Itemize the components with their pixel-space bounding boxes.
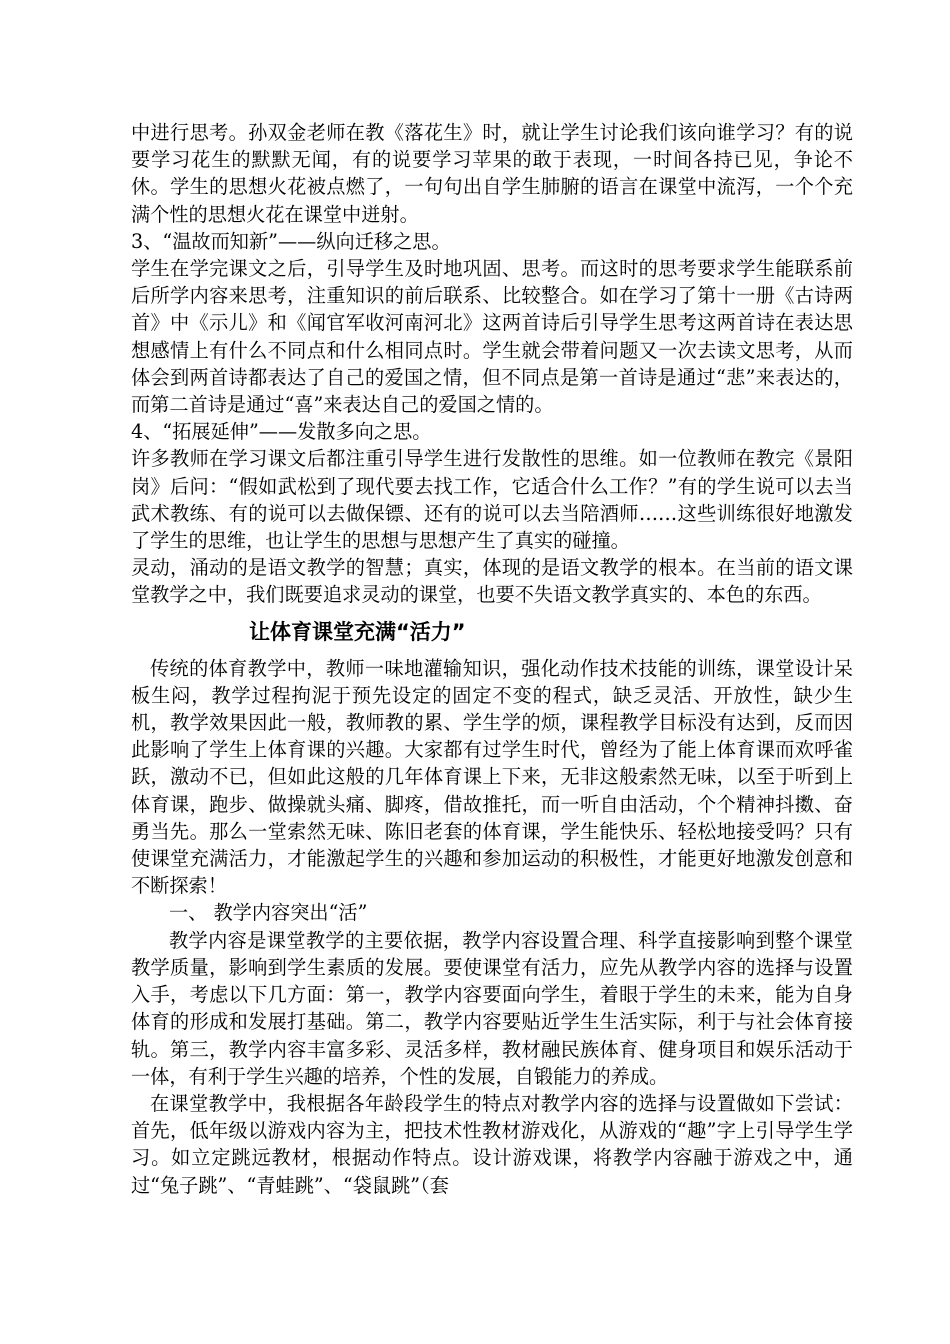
paragraph-teaching-content: 教学内容是课堂教学的主要依据，教学内容设置合理、科学直接影响到整个课堂教学质量，影响到学生素质的发展。要使课堂有活力，应先从教学内容的选择与设置入手，考虑以下几方面：第一，教学内容要面向学生，着眼于学生的未来，能为自身体育的形成和发展打基础。第二，教学内容要贴近学生生活实际，利于与社会体育接轨。第三，教学内容丰富多彩、灵活多样，教材融民族体育、健身项目和娱乐活动于一体，有利于学生兴趣的培养，个性的发展，自锻能力的养成。 bbox=[131, 928, 853, 1088]
heading-extension: 4、“拓展延伸”——发散多向之思。 bbox=[131, 420, 432, 444]
paragraph-thinking-example: 中进行思考。孙双金老师在教《落花生》时，就让学生讨论我们该向谁学习？有的说要学习花生的默默无闻，有的说要学习苹果的敢于表现，一时间各持已见，争论不休。学生的思想火花被点燃了，一句句出自学生肺腑的语言在课堂中流泻，一个个充满个性的思想火花在课堂中迸射。 bbox=[131, 121, 853, 226]
paragraph-conclusion: 灵动，涌动的是语文教学的智慧；真实，体现的是语文教学的根本。在当前的语文课堂教学之中，我们既要追求灵动的课堂，也要不失语文教学真实的、本色的东西。 bbox=[131, 556, 853, 607]
paragraph-divergent-thinking: 许多教师在学习课文后都注重引导学生进行发散性的思维。如一位教师在教完《景阳岗》后问：“假如武松到了现代要去找工作，它适合什么工作？”有的学生说可以去当武术教练、有的说可以去做保镖、还有的说可以去当陪酒师……这些训练很好地激发了学生的思维，也让学生的思想与思想产生了真实的碰撞。 bbox=[131, 447, 853, 553]
paragraph-pe-intro: 传统的体育教学中，教师一味地灌输知识，强化动作技术技能的训练，课堂设计呆板生闷，教学过程拘泥于预先设定的固定不变的程式，缺乏灵活、开放性，缺少生机，教学效果因此一般，教师教的累、学生学的烦，课程教学目标没有达到，反而因此影响了学生上体育课的兴趣。大家都有过学生时代，曾经为了能上体育课而欢呼雀跃，激动不已，但如此这般的几年体育课上下来，无非这般索然无味，以至于听到上体育课，跑步、做操就头痛、脚疼，借故推托，而一听自由活动，个个精神抖擞、奋勇当先。那么一堂索然无味、陈旧老套的体育课，学生能快乐、轻松地接受吗？只有使课堂充满活力，才能激起学生的兴趣和参加运动的积极性，才能更好地激发创意和不断探索！ bbox=[131, 656, 853, 898]
heading-review-knowledge: 3、“温故而知新”——纵向迁移之思。 bbox=[131, 229, 451, 253]
document-page bbox=[131, 119, 853, 1199]
paragraph-review-thinking: 学生在学完课文之后，引导学生及时地巩固、思考。而这时的思考要求学生能联系前后所学内容来思考，注重知识的前后联系、比较整合。如在学习了第十一册《古诗两首》中《示儿》和《闻官军收河南河北》这两首诗后引导学生思考这两首诗在表达思想感情上有什么不同点和什么相同点时。学生就会带着问题又一次去读文思考，从而体会到两首诗都表达了自己的爱国之情，但不同点是第一首诗是通过“悲”来表达的，而第二首诗是通过“喜”来表达自己的爱国之情的。 bbox=[131, 257, 853, 417]
article-title: 让体育课堂充满“活力” bbox=[249, 619, 466, 644]
paragraph-classroom-practice: 在课堂教学中，我根据各年龄段学生的特点对教学内容的选择与设置做如下尝试：首先，低年级以游戏内容为主，把技术性教材游戏化，从游戏的“趣”字上引导学生学习。如立定跳远教材，根据动作特点。设计游戏课，将教学内容融于游戏之中，通过“兔子跳”、“青蛙跳”、“袋鼠跳”（套 bbox=[131, 1091, 853, 1197]
heading-section-one: 一、 教学内容突出“活” bbox=[169, 901, 368, 925]
